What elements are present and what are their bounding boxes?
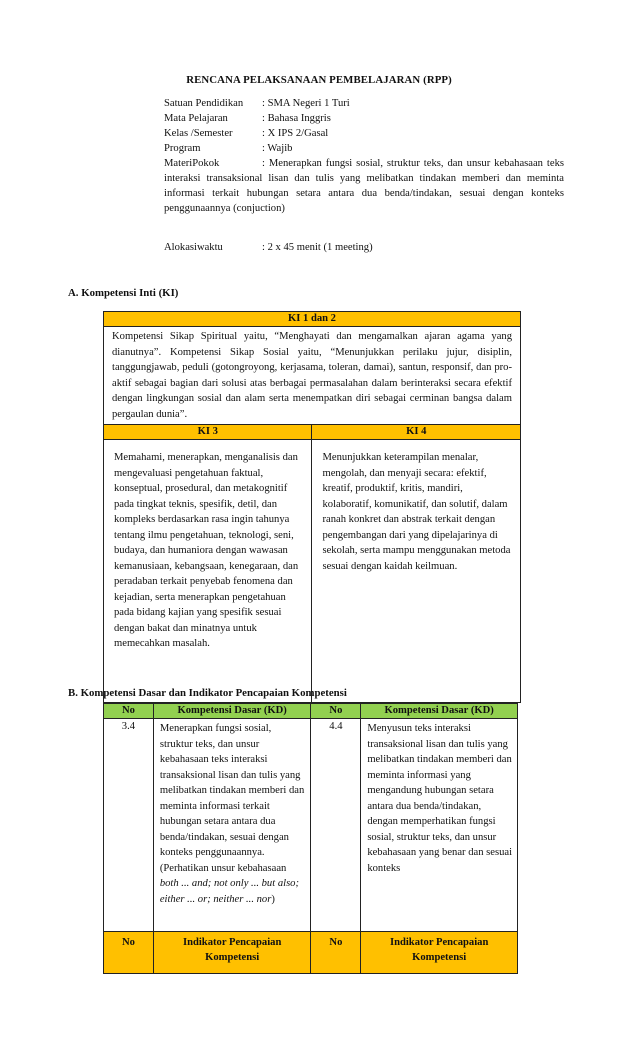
section-a-heading: A. Kompetensi Inti (KI) [68, 287, 179, 299]
ki12-header: KI 1 dan 2 [104, 312, 521, 327]
kd-left-no: 3.4 [104, 719, 154, 932]
ind-col-label: Indikator Pencapaian Kompetensi [361, 932, 518, 974]
identity-row [164, 141, 564, 156]
ki4-header: KI 4 [312, 425, 521, 440]
kd-right-text: Menyusun teks interaksi transaksional lisan dan tulis yang melibatkan tindakan memberi dan meminta informasi yang mengandung hubungan setara antara dua benda/tindakan, dengan memperhatikan fungsi sosial, struktur teks, dan unsur kebahasaan yang benar dan sesuai konteks [361, 719, 518, 932]
kd-left-main: Menerapkan fungsi sosial, struktur teks, dan unsur kebahasaan teks interaksi transaksional lisan dan tulis yang melibatkan tindakan memberi dan meminta informasi terkait hubungan setara antara dua benda/tindakan, sesuai dengan konteks penggunaannya. (Perhatikan unsur kebahasaan [159, 723, 305, 874]
identity-value: : SMA Negeri 1 Turi [262, 98, 350, 109]
kd-col-no: No [104, 704, 154, 719]
kd-col-kd: Kompetensi Dasar (KD) [153, 704, 311, 719]
ki3-header: KI 3 [104, 425, 312, 440]
ki12-text: Kompetensi Sikap Spiritual yaitu, “Menghayati dan mengamalkan ajaran agama yang dianutnya”. Kompetensi Sikap Sosial yaitu, “Menunjukkan perilaku jujur, disiplin, tanggungjawab, peduli (gotongroyong, kerjasama, toleran, damai), santun, responsif, dan pro-aktif sebagai bagian dari solusi atas berbagai permasalahan dalam berinteraksi secara efektif dengan lingkungan sosial dan alam serta menempatkan diri sebagai cerminan bangsa dalam pergaulan dunia”. [104, 327, 521, 425]
materi-value: : Menerapkan fungsi sosial, struktur teks, dan unsur kebahasaan teks interaksi transaksional lisan dan tulis yang melibatkan tindakan memberi dan meminta informasi terkait hubungan setara antara dua benda/tindakan, sesuai dengan konteks penggunaannya (conjuction) [164, 158, 564, 214]
identity-value: : X IPS 2/Gasal [262, 128, 329, 139]
materi-pokok [164, 156, 564, 216]
identity-value: : Bahasa Inggris [262, 113, 331, 124]
kd-col-kd: Kompetensi Dasar (KD) [361, 704, 518, 719]
section-b-heading: B. Kompetensi Dasar dan Indikator Pencapaian Kompetensi [68, 687, 347, 699]
kd-col-no: No [311, 704, 361, 719]
identity-key: Mata Pelajaran [164, 113, 228, 124]
alokasi-value: : 2 x 45 menit (1 meeting) [262, 242, 373, 253]
identity-key: Kelas /Semester [164, 128, 233, 139]
kd-right-no: 4.4 [311, 719, 361, 932]
ind-col-no: No [311, 932, 361, 974]
identity-block [164, 96, 564, 216]
identity-row [164, 96, 564, 111]
document-title: RENCANA PELAKSANAAN PEMBELAJARAN (RPP) [186, 74, 452, 86]
alokasi-key: Alokasiwaktu [164, 242, 223, 253]
alokasi-block [164, 240, 564, 255]
kd-left-end: ) [271, 893, 275, 905]
alokasi-row [164, 240, 564, 255]
identity-row [164, 111, 564, 126]
ki-table [103, 311, 521, 703]
kd-left-italic: both ... and; not only ... but also; either ... or; neither ... nor [159, 878, 300, 905]
identity-value: : Wajib [262, 143, 293, 154]
identity-key: Program [164, 143, 201, 154]
ki4-text: Menunjukkan keterampilan menalar, mengolah, dan menyaji secara: efektif, kreatif, produktif, kritis, mandiri, kolaboratif, komunikatif, dan solutif, dalam ranah konkret dan abstrak terkait dengan pengembangan dari yang dipelajarinya di sekolah, serta mampu menggunakan metoda sesuai dengan kaidah keilmuan. [312, 440, 521, 703]
identity-row [164, 126, 564, 141]
kd-table [103, 703, 518, 974]
ind-col-no: No [104, 932, 154, 974]
ki3-text: Memahami, menerapkan, menganalisis dan mengevaluasi pengetahuan faktual, konseptual, prosedural, dan metakognitif pada tingkat teknis, spesifik, detil, dan kompleks berdasarkan rasa ingin tahunya tentang ilmu pengetahuan, teknologi, seni, budaya, dan humaniora dengan wawasan kemanusiaan, kebangsaan, kenegaraan, dan peradaban terkait penyebab fenomena dan kejadian, serta menerapkan pengetahuan pada bidang kajian yang spesifik sesuai dengan bakat dan minatnya untuk memecahkan masalah. [104, 440, 312, 703]
kd-left-text [153, 719, 311, 932]
ind-col-label: Indikator Pencapaian Kompetensi [153, 932, 311, 974]
materi-key: MateriPokok [164, 158, 220, 169]
identity-key: Satuan Pendidikan [164, 98, 244, 109]
